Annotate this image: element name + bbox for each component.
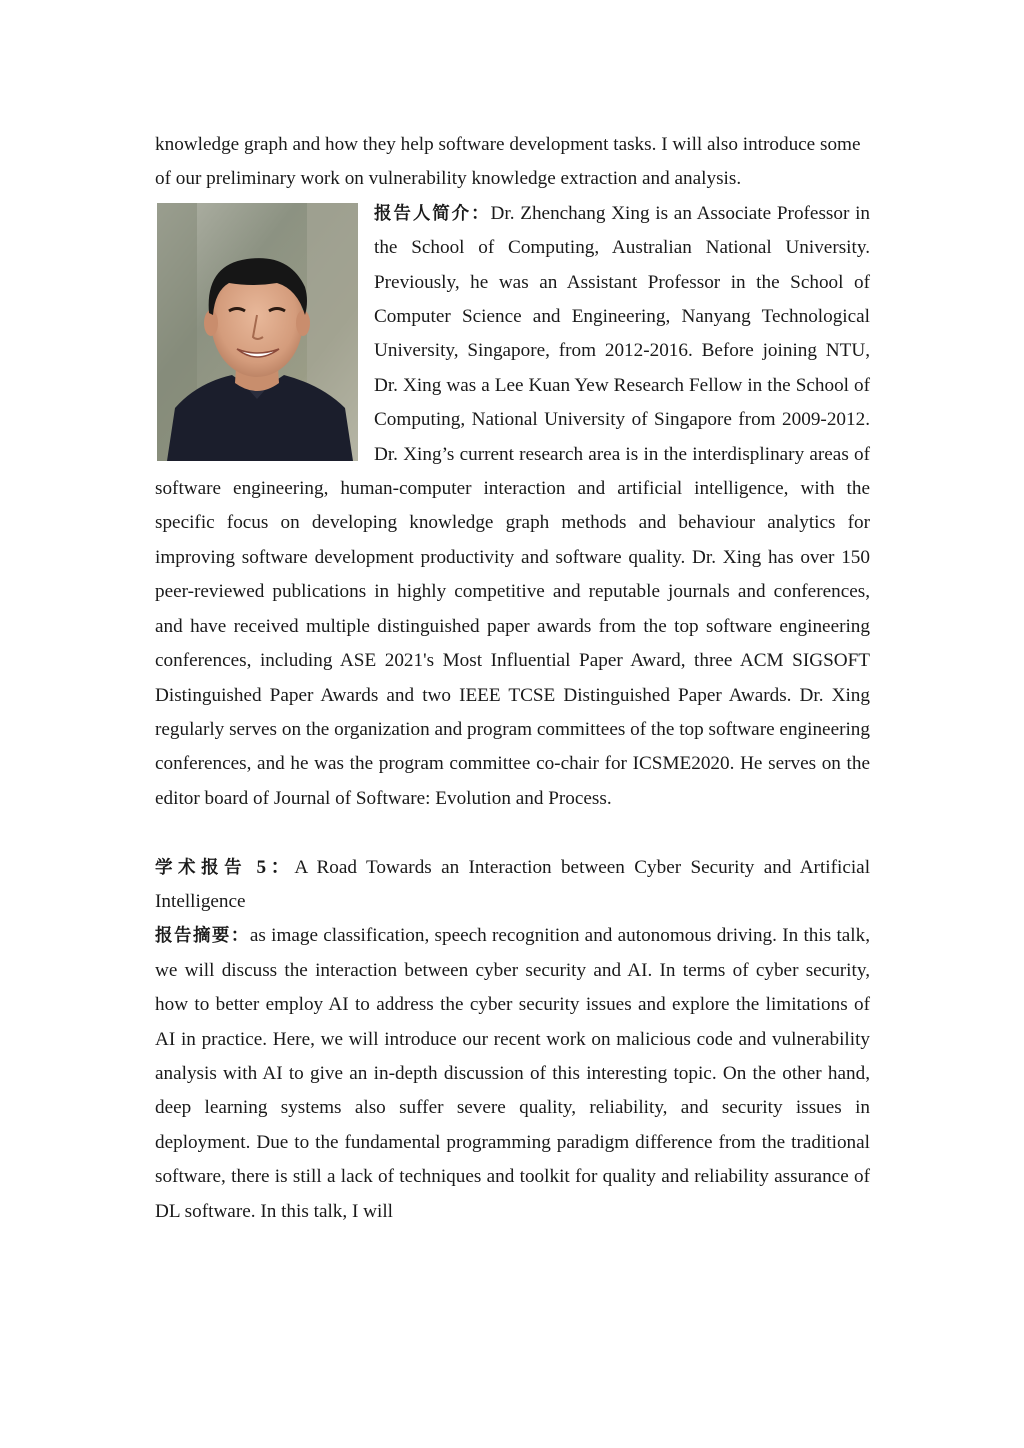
speaker-photo xyxy=(157,203,358,461)
bio-label: 报告人简介： xyxy=(374,203,491,224)
abstract-label: 报告摘要： xyxy=(155,926,250,947)
talk-number: 5： xyxy=(256,856,295,878)
abstract-text: as image classification, speech recognition and autonomous driving. In this talk, we will discuss the interaction between cyber security and AI. In terms of cyber security, how to better employ AI to address the cyber security issues and explore the limitations of AI in practice. Here, we will introduce our recent work on malicious code and vulnerability analysis with AI to give an in-depth discussion of this interesting topic. On the other hand, deep learning systems also suffer severe quality, reliability, and security issues in deployment. Due to the fundamental programming paradigm difference from the traditional software, there is still a lack of techniques and toolkit for quality and reliability assurance of DL software. In this talk, I will xyxy=(155,925,871,1222)
talk-title: A Road Towards an Interaction between Cyber Security and Artificial Intelligence xyxy=(155,856,871,912)
document-page xyxy=(155,128,870,1229)
talk-label: 学术报告 xyxy=(155,857,248,878)
talk-5-heading xyxy=(155,851,870,920)
abstract-paragraph xyxy=(155,919,870,1229)
paragraph-spacer xyxy=(155,816,870,850)
intro-paragraph: knowledge graph and how they help software development tasks. I will also introduce some of our preliminary work on vulnerability knowledge extraction and analysis. xyxy=(155,134,861,190)
bio-text: Dr. Zhenchang Xing is an Associate Professor in the School of Computing, Australian National University. Previously, he was an Assistant Professor in the School of Computer Science and Engineering, Nanyang Technological University, Singapore, from 2012-2016. Before joining NTU, Dr. Xing was a Lee Kuan Yew Research Fellow in the School of Computing, National University of Singapore from 2009-2012. Dr. Xing’s current research area is in the interdisplinary areas of software engineering, human-computer interaction and artificial intelligence, with the specific focus on developing knowledge graph methods and behaviour analytics for improving software development productivity and software quality. Dr. Xing has over 150 peer-reviewed publications in highly competitive and reputable journals and conferences, and have received multiple distinguished paper awards from the top software engineering conferences, including ASE 2021's Most Influential Paper Award, three ACM SIGSOFT Distinguished Paper Awards and two IEEE TCSE Distinguished Paper Awards. Dr. Xing regularly serves on the organization and program committees of the top software engineering conferences, and he was the program committee co-chair for ICSME2020. He serves on the editor board of Journal of Software: Evolution and Process. xyxy=(155,202,870,809)
